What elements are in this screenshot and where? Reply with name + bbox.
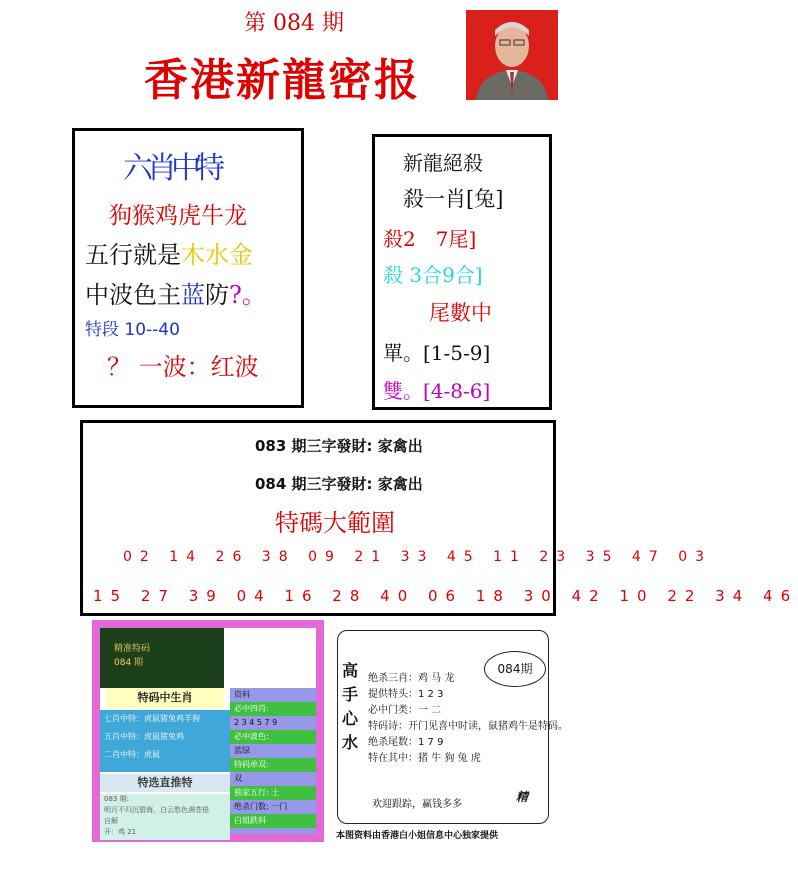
card-lines [368,671,568,767]
range-number: 27 [140,587,189,605]
range-number: 34 [715,587,764,605]
range-number: 38 [261,549,309,565]
range-number: 14 [169,549,216,565]
card-line: 绝杀三肖：鸡 马 龙 [368,673,455,684]
poster-image [92,620,324,842]
range-number: 18 [475,587,524,605]
special-range: 特段 10--40 [85,320,180,340]
one-wave-line: ？ 一波：红波 [107,353,259,381]
note-line: 开：鸡 21 [104,828,137,836]
kill-box [372,134,552,410]
zodiac-list: 狗猴鸡虎牛龙 [109,203,247,229]
side-line: 绝杀门数: 一门 [234,802,288,811]
number-row-1 [123,549,712,565]
side-line: 双 [234,774,242,783]
side-line: 资料 [234,690,250,699]
fortune-line-084: 084 期三字發財: 家禽出 [255,475,423,493]
range-number: 15 [93,587,141,605]
fortune-line-083: 083 期三字發財: 家禽出 [255,437,423,455]
side-line: 必中四肖: [230,702,316,716]
card-footer: 欢迎跟踪，赢钱多多 [372,799,462,810]
double-tails: 雙。[4-8-6] [383,379,491,403]
kill-tail: 殺2 7尾] [383,227,477,251]
range-number: 04 [236,587,285,605]
wave-value: 蓝 [181,281,205,309]
kill-box-title: 新龍絕殺 [403,151,483,175]
range-number: 45 [446,549,494,565]
card-line: 绝杀尾数：1 7 9 [368,737,444,748]
poster-heading-zodiac: 特码中生肖 [106,688,224,708]
wuxing-prefix: 五行就是 [85,241,181,269]
side-line: 必中波色: [230,730,316,744]
vertical-char: 手 [342,685,359,704]
side-line: 蓝绿 [234,746,250,755]
card-line: 必中门类：一 二 [368,705,442,716]
range-number: 35 [585,549,632,565]
page-title: 香港新龍密报 [144,55,420,106]
side-line: 特码单双: [230,758,316,772]
issue-badge: 084期 [484,651,546,687]
wave-prefix: 中波色主 [85,281,181,309]
portrait-photo [466,10,558,100]
range-number: 10 [619,587,668,605]
range-number: 46 [763,587,798,605]
poster-side-panel [230,688,316,834]
range-number: 40 [380,587,429,605]
range-number: 42 [571,587,620,605]
range-number: 11 [493,549,540,565]
poster-heading-pick: 特选直推特 [100,774,230,792]
vertical-char: 高 [342,661,359,680]
note-line: 明月不归沉碧海，白云愁色满苍梧 [104,806,209,814]
expert-card [337,630,568,824]
vertical-char: 心 [342,709,359,728]
wuxing-line [85,235,253,270]
card-vertical-title [342,659,358,755]
range-number: 06 [428,587,476,605]
poster-zodiac-list [100,710,230,772]
kill-combo: 殺 3合9合] [383,263,483,287]
range-number: 39 [188,587,237,605]
vertical-char: 水 [342,733,359,752]
six-zodiac-box [72,128,304,408]
list-item: 五肖中特：虎鼠猪兔鸡 [104,732,184,741]
list-item: 二肖中特：虎鼠 [104,750,160,759]
poster-banner [100,628,224,688]
stamp-icon: 精 [515,790,528,804]
card-line: 特在其中：猪 牛 狗 兔 虎 [368,753,481,764]
range-number: 30 [523,587,572,605]
number-row-2 [93,587,798,605]
issue-number: 第 084 期 [244,11,344,36]
range-number: 03 [678,549,713,565]
wave-suffix: 防 [205,281,229,309]
range-number: 21 [354,549,401,565]
range-number: 16 [284,587,333,605]
tail-title: 尾數中 [429,301,492,325]
range-number: 33 [400,549,447,565]
side-line: 独家五行: 土 [230,786,316,800]
wave-end: 。 [241,281,266,309]
banner-line: 精准特码 [114,644,151,654]
range-number: 02 [123,549,170,565]
card-line: 提供特头：1 2 3 [368,689,444,700]
range-number: 28 [332,587,381,605]
range-number: 47 [631,549,679,565]
side-line: 2 3 4 5 7 9 [234,718,278,727]
note-line: 自解 [104,817,118,825]
banner-line: 084 期 [114,658,144,668]
credit-text: 本图资料由香港白小姐信息中心独家提供 [336,831,499,841]
side-line: 白姐跌料 [230,814,316,828]
kill-zodiac: 殺一肖[兔] [403,187,504,211]
list-item: 七肖中特：虎鼠猪兔鸡羊狗 [104,714,200,723]
note-line: 083 期: [104,795,129,803]
wuxing-value: 木水金 [181,241,253,269]
range-number: 09 [308,549,355,565]
range-title: 特碼大範圍 [275,509,395,537]
range-number: 23 [539,549,586,565]
card-line: 特码诗：开门见喜中时读，鼠猪鸡牛是特码。 [368,721,568,732]
single-tails: 單。[1-5-9] [383,341,491,365]
range-number: 22 [667,587,716,605]
six-zodiac-heading: 六肖中特 [123,151,219,186]
portrait-image [466,10,558,100]
wave-mark: ? [229,281,242,309]
range-box [80,420,798,616]
wave-color-line [85,275,266,310]
range-number: 26 [215,549,262,565]
poster-notes [100,794,230,840]
poster-banner-text [114,642,150,670]
